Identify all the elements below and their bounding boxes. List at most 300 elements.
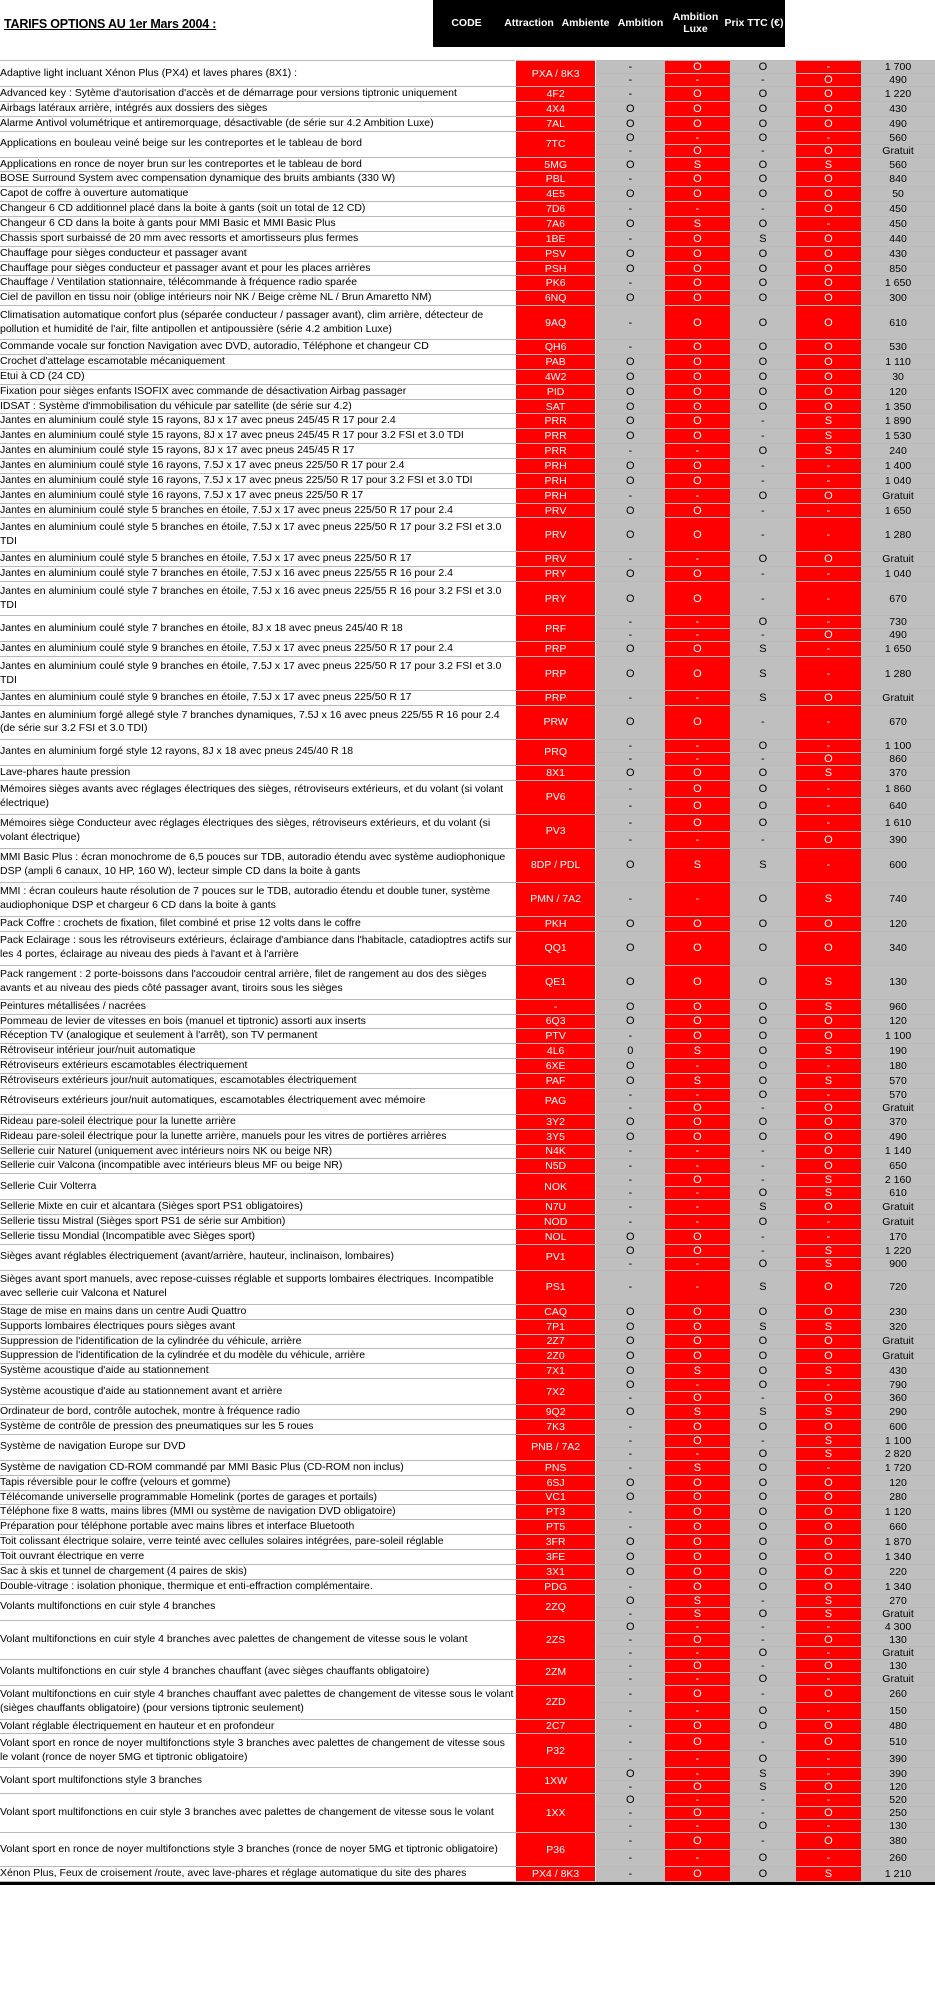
option-code: PNS	[516, 1460, 596, 1475]
option-code: 4L6	[516, 1044, 596, 1059]
availability-cell: -	[796, 1751, 862, 1768]
price-cell: 490	[861, 74, 935, 87]
option-description: Chauffage pour sièges conducteur et passager avant	[0, 246, 516, 261]
availability-cell: O	[730, 999, 796, 1014]
availability-cell: -	[796, 459, 862, 474]
availability-cell: O	[730, 1535, 796, 1550]
availability-cell: O	[730, 1850, 796, 1867]
options-table-body	[0, 61, 935, 1882]
availability-cell: -	[665, 131, 731, 144]
availability-cell: O	[796, 1633, 862, 1646]
table-row	[0, 1594, 935, 1607]
option-code: 2ZQ	[516, 1594, 596, 1620]
price-cell: 1 530	[861, 429, 935, 444]
option-code: 7A6	[516, 217, 596, 232]
availability-cell: S	[796, 1044, 862, 1059]
table-row	[0, 916, 935, 931]
availability-cell: -	[596, 1520, 665, 1535]
option-description: Jantes en aluminium coulé style 16 rayons, 7.5J x 17 avec pneus 225/50 R 17	[0, 488, 516, 503]
price-cell: 120	[861, 916, 935, 931]
availability-cell: O	[730, 1029, 796, 1044]
table-row	[0, 1215, 935, 1230]
price-cell: 1 870	[861, 1535, 935, 1550]
table-row	[0, 1044, 935, 1059]
availability-cell: -	[730, 1434, 796, 1447]
availability-cell: O	[730, 814, 796, 831]
availability-cell: O	[665, 306, 731, 340]
availability-cell: O	[730, 157, 796, 172]
price-cell: Gratuit	[861, 1215, 935, 1230]
table-row	[0, 503, 935, 518]
option-description: Sellerie cuir Valcona (incompatible avec intérieurs bleus MF ou beige NR)	[0, 1159, 516, 1174]
price-cell: 370	[861, 1114, 935, 1129]
option-description: Rétroviseurs extérieurs jour/nuit automatiques, escamotables électriquement avec mémoire	[0, 1088, 516, 1114]
option-code: PRP	[516, 657, 596, 691]
option-code: PAG	[516, 1088, 596, 1114]
availability-cell: -	[596, 74, 665, 87]
table-row	[0, 306, 935, 340]
availability-cell: O	[665, 1174, 731, 1187]
availability-cell: O	[796, 231, 862, 246]
availability-cell: O	[796, 1685, 862, 1702]
availability-cell: O	[596, 217, 665, 232]
availability-cell: -	[730, 582, 796, 616]
price-cell: 1 280	[861, 657, 935, 691]
price-cell: Gratuit	[861, 144, 935, 157]
availability-cell: O	[665, 1244, 731, 1257]
page-title	[0, 0, 433, 47]
availability-cell: O	[730, 1460, 796, 1475]
price-cell: Gratuit	[861, 691, 935, 706]
price-cell: 190	[861, 1044, 935, 1059]
availability-cell: O	[796, 1781, 862, 1794]
availability-cell: -	[596, 1633, 665, 1646]
availability-cell: O	[730, 246, 796, 261]
option-code: PRY	[516, 567, 596, 582]
price-cell: Gratuit	[861, 1349, 935, 1364]
table-row	[0, 429, 935, 444]
availability-cell: -	[796, 1059, 862, 1074]
table-row	[0, 814, 935, 831]
availability-cell: -	[796, 1672, 862, 1685]
option-description: Système acoustique d'aide au stationnement avant et arrière	[0, 1379, 516, 1405]
availability-cell: S	[730, 1319, 796, 1334]
price-cell: 370	[861, 765, 935, 780]
availability-cell: O	[796, 931, 862, 965]
price-cell: 120	[861, 1475, 935, 1490]
table-row	[0, 355, 935, 370]
availability-cell: -	[730, 1159, 796, 1174]
availability-cell: O	[796, 1807, 862, 1820]
availability-cell: -	[596, 1392, 665, 1405]
option-code: 3Y2	[516, 1114, 596, 1129]
price-cell: 220	[861, 1564, 935, 1579]
availability-cell: O	[596, 399, 665, 414]
option-description: Rétroviseur intérieur jour/nuit automatique	[0, 1044, 516, 1059]
option-description: Suppression de l'identification de la cylindrée et du modèle du véhicule, arrière	[0, 1349, 516, 1364]
availability-cell: S	[730, 848, 796, 882]
table-row	[0, 552, 935, 567]
availability-cell: O	[730, 1073, 796, 1088]
option-description: Capot de coffre à ouverture automatique	[0, 187, 516, 202]
table-row	[0, 1129, 935, 1144]
availability-cell: S	[730, 1270, 796, 1304]
availability-cell: S	[796, 1174, 862, 1187]
availability-cell: S	[730, 231, 796, 246]
option-description: Jantes en aluminium coulé style 5 branches en étoile, 7.5J x 17 avec pneus 225/50 R 17	[0, 552, 516, 567]
option-code: 3X1	[516, 1564, 596, 1579]
availability-cell: O	[796, 752, 862, 765]
availability-cell: O	[665, 916, 731, 931]
option-description: Volant multifonctions en cuir style 4 branches chauffant avec palettes de changement de vitesse sous le volant (sièges chauffants obligatoire) (pour versions tiptronic seulement)	[0, 1685, 516, 1719]
option-description: Climatisation automatique confort plus (séparée conducteur / passager avant), clim arrière, détecteur de pollution et humidité de l'air, filte antipollen et antipoussière (série 4.2 ambition Luxe)	[0, 306, 516, 340]
availability-cell: O	[796, 1520, 862, 1535]
option-description: MMI Basic Plus : écran monochrome de 6,5 pouces sur TDB, autoradio étendu avec système audiophonique DSP (ampli 6 canaux, 10 HP, 160 W), lecteur simple CD dans la boite à gants	[0, 848, 516, 882]
availability-cell: O	[596, 1564, 665, 1579]
availability-cell: -	[665, 1379, 731, 1392]
table-row	[0, 276, 935, 291]
option-description: Réception TV (analogique et seulement à l'arrêt), son TV permanent	[0, 1029, 516, 1044]
price-cell: 850	[861, 261, 935, 276]
availability-cell: O	[796, 552, 862, 567]
availability-cell: O	[596, 1114, 665, 1129]
availability-cell: O	[596, 642, 665, 657]
option-code: PRR	[516, 444, 596, 459]
option-code: P36	[516, 1833, 596, 1867]
table-row	[0, 1014, 935, 1029]
price-cell: 450	[861, 217, 935, 232]
availability-cell: -	[596, 1088, 665, 1101]
option-description: Adaptive light incluant Xénon Plus (PX4) et laves phares (8X1) :	[0, 61, 516, 87]
availability-cell: -	[665, 1215, 731, 1230]
availability-cell: -	[730, 1833, 796, 1850]
option-code: PT5	[516, 1520, 596, 1535]
price-cell: 120	[861, 1781, 935, 1794]
table-row	[0, 1200, 935, 1215]
availability-cell: O	[665, 291, 731, 306]
availability-cell: O	[665, 1319, 731, 1334]
availability-cell: S	[730, 1781, 796, 1794]
price-cell: 430	[861, 1364, 935, 1379]
price-cell: 270	[861, 1594, 935, 1607]
price-cell: 390	[861, 1751, 935, 1768]
price-cell: 50	[861, 187, 935, 202]
availability-cell: S	[665, 1364, 731, 1379]
availability-cell: O	[665, 1129, 731, 1144]
option-code: 8DP / PDL	[516, 848, 596, 882]
availability-cell: O	[596, 1794, 665, 1807]
availability-cell: O	[665, 246, 731, 261]
option-description: Sac à skis et tunnel de chargement (4 paires de skis)	[0, 1564, 516, 1579]
availability-cell: O	[796, 1505, 862, 1520]
price-cell: 450	[861, 202, 935, 217]
table-row	[0, 231, 935, 246]
availability-cell: O	[665, 1685, 731, 1702]
option-code: 2Z7	[516, 1334, 596, 1349]
availability-cell: S	[796, 444, 862, 459]
table-row	[0, 444, 935, 459]
price-cell: 280	[861, 1490, 935, 1505]
availability-cell: -	[796, 657, 862, 691]
availability-cell: O	[730, 1579, 796, 1594]
availability-cell: -	[596, 1781, 665, 1794]
availability-cell: O	[596, 1475, 665, 1490]
option-description: Applications en ronce de noyer brun sur les contreportes et le tableau de bord	[0, 157, 516, 172]
table-row	[0, 848, 935, 882]
availability-cell: O	[730, 1520, 796, 1535]
availability-cell: -	[796, 1379, 862, 1392]
price-cell: 290	[861, 1405, 935, 1420]
availability-cell: -	[596, 831, 665, 848]
option-description: Jantes en aluminium coulé style 9 branches en étoile, 7.5J x 17 avec pneus 225/50 R 17	[0, 691, 516, 706]
availability-cell: O	[730, 1607, 796, 1620]
availability-cell: O	[796, 1029, 862, 1044]
availability-cell: O	[665, 414, 731, 429]
table-row	[0, 1620, 935, 1633]
option-code: PRP	[516, 691, 596, 706]
availability-cell: S	[796, 765, 862, 780]
table-row	[0, 261, 935, 276]
availability-cell: -	[596, 1029, 665, 1044]
availability-cell: O	[796, 1114, 862, 1129]
availability-cell: -	[730, 705, 796, 739]
option-description: Changeur 6 CD dans la boite à gants pour MMI Basic et MMI Basic Plus	[0, 217, 516, 232]
availability-cell: O	[596, 384, 665, 399]
price-cell: 1 860	[861, 780, 935, 797]
table-bottom-rule	[0, 1882, 935, 1885]
availability-cell: O	[596, 1319, 665, 1334]
price-cell: 1 700	[861, 61, 935, 74]
option-description: Sellerie cuir Naturel (uniquement avec intérieurs noirs NK ou beige NR)	[0, 1144, 516, 1159]
availability-cell: -	[665, 444, 731, 459]
option-code: PTV	[516, 1029, 596, 1044]
option-description: Jantes en aluminium coulé style 7 branches en étoile, 8J x 18 avec pneus 245/40 R 18	[0, 616, 516, 642]
availability-cell: -	[796, 217, 862, 232]
availability-cell: -	[796, 518, 862, 552]
availability-cell: O	[730, 1419, 796, 1434]
availability-cell: O	[730, 1304, 796, 1319]
table-row	[0, 246, 935, 261]
table-row	[0, 1174, 935, 1187]
price-cell: 390	[861, 831, 935, 848]
options-table	[0, 60, 935, 1882]
availability-cell: O	[730, 340, 796, 355]
availability-cell: -	[730, 752, 796, 765]
price-cell: 430	[861, 101, 935, 116]
availability-cell: S	[665, 1460, 731, 1475]
availability-cell: -	[665, 1257, 731, 1270]
table-row	[0, 1029, 935, 1044]
availability-cell: S	[665, 1405, 731, 1420]
price-cell: 960	[861, 999, 935, 1014]
price-cell: 4 300	[861, 1620, 935, 1633]
availability-cell: O	[596, 131, 665, 144]
availability-cell: -	[596, 1505, 665, 1520]
availability-cell: -	[665, 1794, 731, 1807]
availability-cell: O	[730, 384, 796, 399]
price-cell: Gratuit	[861, 1672, 935, 1685]
table-row	[0, 1244, 935, 1257]
option-code: PAF	[516, 1073, 596, 1088]
option-description: Sièges avant réglables électriquement (avant/arrière, hauteur, inclinaison, lombaires)	[0, 1244, 516, 1270]
table-row	[0, 1564, 935, 1579]
option-description: Rideau pare-soleil électrique pour la lunette arrière	[0, 1114, 516, 1129]
price-cell: 570	[861, 1088, 935, 1101]
table-row	[0, 582, 935, 616]
option-description: Jantes en aluminium coulé style 9 branches en étoile, 7.5J x 17 avec pneus 225/50 R 17 pour 2.4	[0, 642, 516, 657]
price-cell: 230	[861, 1304, 935, 1319]
availability-cell: O	[730, 187, 796, 202]
availability-cell: O	[796, 306, 862, 340]
option-code: PSV	[516, 246, 596, 261]
option-code: PK6	[516, 276, 596, 291]
availability-cell: O	[730, 276, 796, 291]
price-cell: 1 220	[861, 87, 935, 102]
availability-cell: -	[596, 340, 665, 355]
availability-cell: O	[665, 1734, 731, 1751]
availability-cell: O	[796, 1833, 862, 1850]
availability-cell: -	[665, 1702, 731, 1719]
availability-cell: O	[665, 657, 731, 691]
table-row	[0, 642, 935, 657]
availability-cell: O	[796, 1144, 862, 1159]
availability-cell: O	[596, 291, 665, 306]
option-code: PRH	[516, 459, 596, 474]
availability-cell: O	[730, 488, 796, 503]
availability-cell: O	[665, 355, 731, 370]
availability-cell: O	[730, 261, 796, 276]
option-code: PMN / 7A2	[516, 882, 596, 916]
availability-cell: O	[730, 399, 796, 414]
availability-cell: O	[665, 1867, 731, 1882]
option-code: 4F2	[516, 87, 596, 102]
table-row	[0, 1405, 935, 1420]
table-row	[0, 1304, 935, 1319]
option-description: Pack Eclairage : sous les rétroviseurs extérieurs, éclairage d'ambiance dans l'habitacle, catadioptres actifs sur les 4 portes, éclairage au niveau des pieds à l'avant et à l'arrière	[0, 931, 516, 965]
availability-cell: O	[796, 369, 862, 384]
option-code: PBL	[516, 172, 596, 187]
availability-cell: -	[730, 629, 796, 642]
availability-cell: -	[796, 1702, 862, 1719]
availability-cell: O	[730, 61, 796, 74]
availability-cell: O	[596, 1405, 665, 1420]
availability-cell: -	[730, 503, 796, 518]
availability-cell: -	[596, 1734, 665, 1751]
availability-cell: O	[796, 101, 862, 116]
availability-cell: O	[665, 1833, 731, 1850]
availability-cell: -	[596, 172, 665, 187]
price-cell: 480	[861, 1719, 935, 1734]
availability-cell: -	[796, 131, 862, 144]
availability-cell: O	[596, 101, 665, 116]
price-cell: 1 100	[861, 1029, 935, 1044]
availability-cell: -	[730, 473, 796, 488]
option-description: Système de navigation CD-ROM commandé par MMI Basic Plus (CD-ROM non inclus)	[0, 1460, 516, 1475]
price-cell: 1 100	[861, 739, 935, 752]
option-code: QQ1	[516, 931, 596, 965]
table-row	[0, 1685, 935, 1702]
option-description: Rideau pare-soleil électrique pour la lunette arrière, manuels pour les vitres de portières arrières	[0, 1129, 516, 1144]
option-description: Jantes en aluminium coulé style 15 rayons, 8J x 17 avec pneus 245/45 R 17 pour 3.2 FSI et 3.0 TDI	[0, 429, 516, 444]
availability-cell: O	[730, 1447, 796, 1460]
availability-cell: O	[665, 965, 731, 999]
option-code: PKH	[516, 916, 596, 931]
table-row	[0, 384, 935, 399]
availability-cell: O	[596, 1594, 665, 1607]
availability-cell: -	[796, 1768, 862, 1781]
availability-cell: -	[796, 582, 862, 616]
option-description: Jantes en aluminium coulé style 5 branches en étoile, 7.5J x 17 avec pneus 225/50 R 17 pour 2.4	[0, 503, 516, 518]
availability-cell: -	[596, 616, 665, 629]
availability-cell: O	[665, 1633, 731, 1646]
option-code: 6Q3	[516, 1014, 596, 1029]
price-cell: 260	[861, 1850, 935, 1867]
availability-cell: O	[596, 1073, 665, 1088]
availability-cell: O	[665, 172, 731, 187]
option-code: PV1	[516, 1244, 596, 1270]
price-cell: 130	[861, 1820, 935, 1833]
price-cell: 130	[861, 965, 935, 999]
availability-cell: O	[796, 1014, 862, 1029]
option-description: Volant sport multifonctions en cuir style 3 branches avec palettes de changement de vitesse sous le volant	[0, 1794, 516, 1833]
table-row	[0, 1520, 935, 1535]
availability-cell: O	[730, 1129, 796, 1144]
availability-cell: -	[665, 1159, 731, 1174]
availability-cell: O	[665, 116, 731, 131]
table-row	[0, 705, 935, 739]
option-code: 6XE	[516, 1059, 596, 1074]
option-description: IDSAT : Système d'immobilisation du véhicule par satellite (de série sur 4.2)	[0, 399, 516, 414]
availability-cell: -	[796, 1215, 862, 1230]
table-row	[0, 1460, 935, 1475]
availability-cell: O	[730, 1187, 796, 1200]
availability-cell: S	[730, 691, 796, 706]
table-row	[0, 414, 935, 429]
option-description: Etui à CD (24 CD)	[0, 369, 516, 384]
availability-cell: O	[665, 1535, 731, 1550]
option-code: 9AQ	[516, 306, 596, 340]
availability-cell: O	[596, 157, 665, 172]
availability-cell: O	[665, 797, 731, 814]
column-header-prix: Prix TTC (€)	[723, 0, 785, 47]
availability-cell: O	[796, 1419, 862, 1434]
availability-cell: O	[596, 1768, 665, 1781]
availability-cell: O	[596, 246, 665, 261]
availability-cell: O	[796, 144, 862, 157]
availability-cell: -	[796, 705, 862, 739]
table-row	[0, 1088, 935, 1101]
availability-cell: -	[596, 1807, 665, 1820]
price-cell: Gratuit	[861, 1646, 935, 1659]
option-description: Rétroviseurs extérieurs escamotables électriquement	[0, 1059, 516, 1074]
table-row	[0, 131, 935, 144]
availability-cell: -	[730, 1244, 796, 1257]
price-cell: 790	[861, 1379, 935, 1392]
availability-cell: O	[665, 1029, 731, 1044]
option-code: 2ZS	[516, 1620, 596, 1659]
price-cell: 300	[861, 291, 935, 306]
availability-cell: -	[796, 503, 862, 518]
availability-cell: O	[730, 1349, 796, 1364]
availability-cell: O	[596, 1535, 665, 1550]
table-row	[0, 1549, 935, 1564]
table-row	[0, 1490, 935, 1505]
option-code: 2C7	[516, 1719, 596, 1734]
table-row	[0, 1794, 935, 1807]
availability-cell: O	[596, 582, 665, 616]
availability-cell: O	[596, 355, 665, 370]
option-description: Jantes en aluminium forgé style 12 rayons, 8J x 18 avec pneus 245/40 R 18	[0, 739, 516, 765]
